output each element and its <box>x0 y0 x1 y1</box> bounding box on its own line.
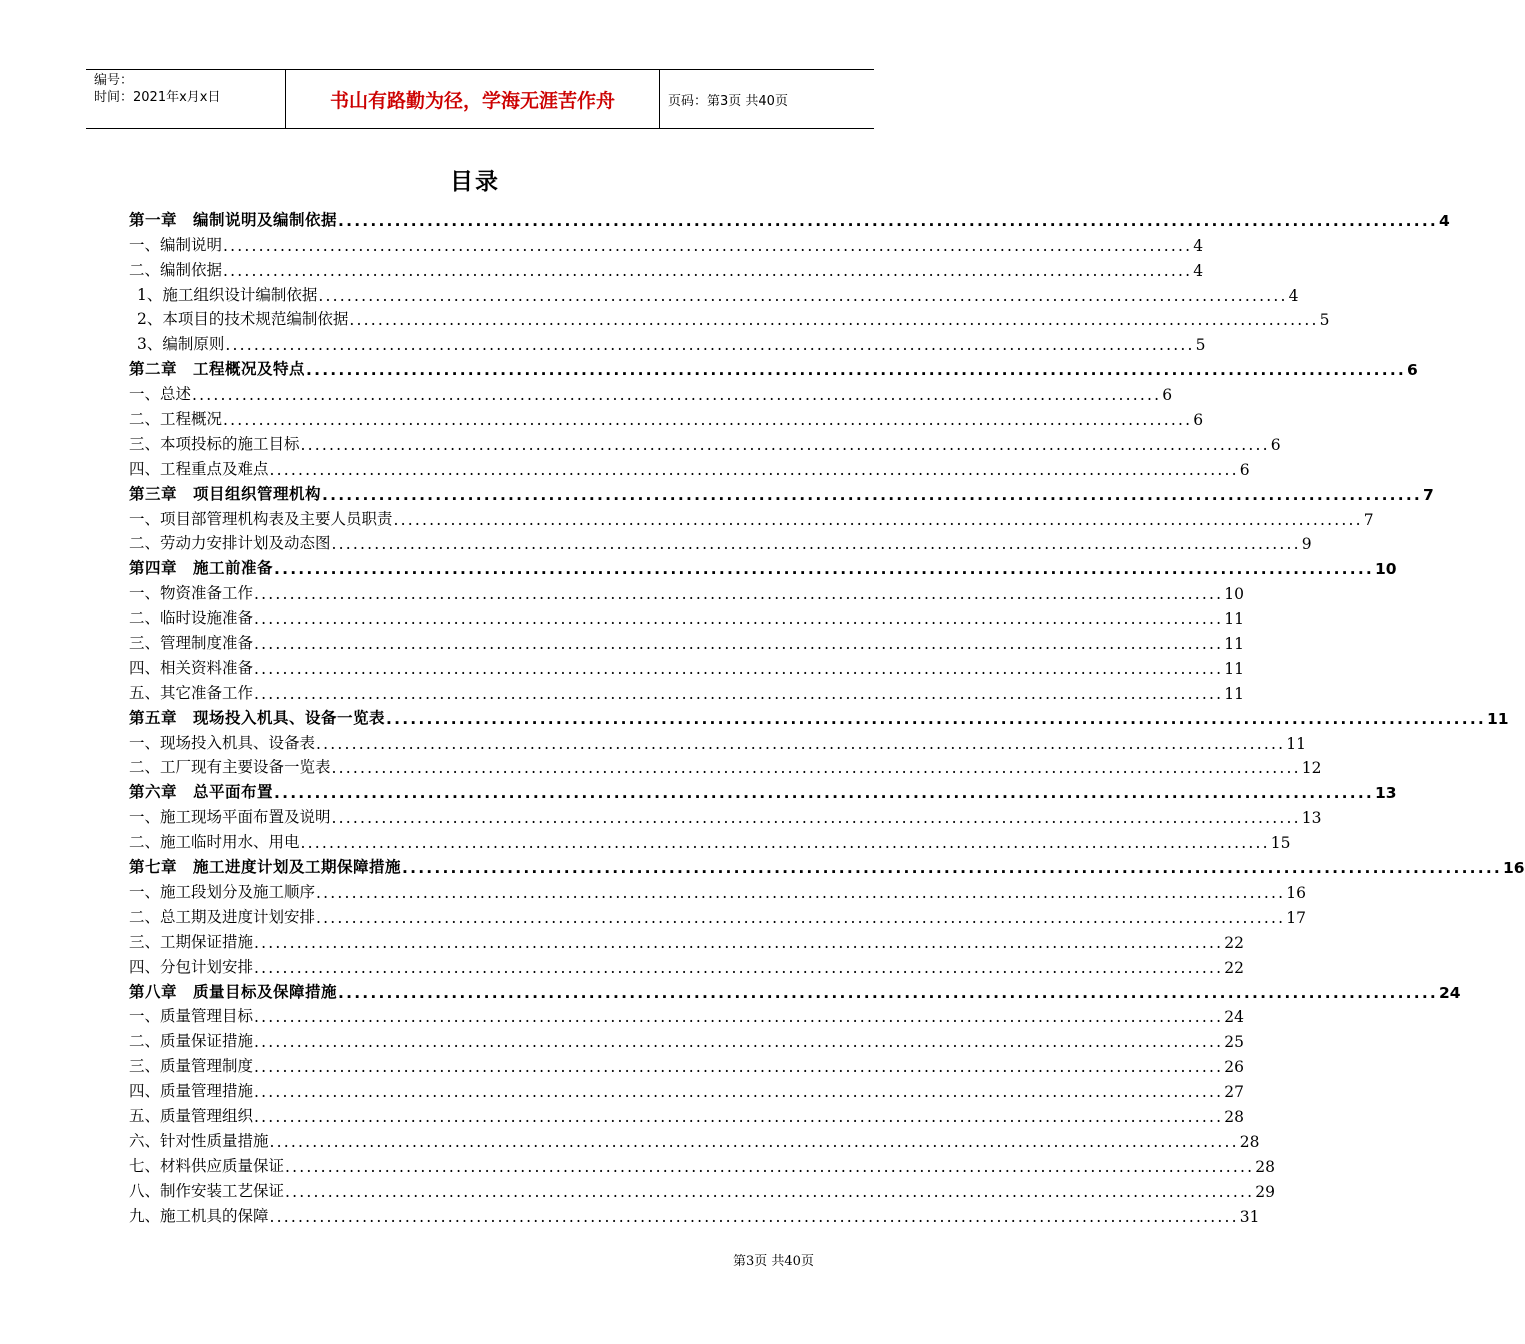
toc-entry[interactable] <box>129 728 1307 753</box>
toc-entry-title: 第二章 工程概况及特点 <box>129 360 306 379</box>
toc-leader-dots: ........................................................................................................................................ <box>192 386 1162 405</box>
toc-entry[interactable] <box>129 1201 1260 1226</box>
toc-entry-page: 6 <box>1407 361 1418 380</box>
toc-leader-dots: ........................................................................................................................................ <box>269 460 1239 479</box>
toc-leader-dots: ........................................................................................................................................ <box>331 535 1301 554</box>
toc-entry-page: 28 <box>1255 1157 1276 1176</box>
header-motto: 书山有路勤为径，学海无涯苦作舟 <box>329 89 615 112</box>
toc-entry[interactable] <box>129 305 1330 330</box>
toc-entry-page: 4 <box>1439 211 1450 230</box>
toc-leader-dots: ........................................................................................................................................ <box>225 336 1195 355</box>
toc-entry-page: 31 <box>1239 1207 1260 1226</box>
toc-leader-dots: ........................................................................................................................................ <box>254 585 1224 604</box>
header-page-info: 页码：第3页 共40页 <box>668 93 788 109</box>
toc-entry[interactable] <box>129 230 1204 255</box>
toc-entry-page: 5 <box>1195 336 1206 355</box>
toc-entry[interactable] <box>129 578 1245 604</box>
toc-leader-dots: ........................................................................................................................................ <box>254 933 1224 952</box>
toc-entry[interactable] <box>129 255 1204 280</box>
page-footer: 第3页 共40页 <box>733 1254 814 1269</box>
toc-leader-dots: ........................................................................................................................................ <box>254 635 1224 654</box>
header-meta <box>94 70 290 128</box>
toc-entry[interactable] <box>129 1026 1245 1052</box>
toc-entry[interactable] <box>129 852 1525 878</box>
serial-label: 编号： <box>94 73 134 88</box>
toc-entry[interactable] <box>129 529 1312 554</box>
toc-entry[interactable] <box>129 205 1450 230</box>
toc-entry-title: 一、项目部管理机构表及主要人员职责 <box>129 509 393 528</box>
toc-entry-page: 5 <box>1319 311 1330 330</box>
toc-entry-page: 13 <box>1301 809 1322 828</box>
page-title: 目录 <box>450 169 500 195</box>
toc-entry-title: 二、临时设施准备 <box>129 609 254 628</box>
toc-entry-title: 七、材料供应质量保证 <box>129 1156 285 1175</box>
toc-entry[interactable] <box>129 1126 1260 1151</box>
toc-entry[interactable] <box>129 379 1173 405</box>
toc-entry[interactable] <box>129 280 1299 305</box>
toc-entry-page: 10 <box>1375 560 1397 579</box>
toc-leader-dots: ........................................................................................................................................ <box>254 610 1224 629</box>
toc-entry[interactable] <box>129 479 1434 504</box>
toc-leader-dots: ........................................................................................................................................ <box>223 236 1193 255</box>
toc-entry[interactable] <box>129 678 1245 703</box>
toc-entry-page: 13 <box>1375 784 1397 803</box>
toc-entry-page: 7 <box>1363 510 1374 529</box>
toc-leader-dots: ........................................................................................................................................ <box>338 983 1439 1002</box>
toc-entry[interactable] <box>129 777 1397 803</box>
page-header <box>86 69 874 129</box>
toc-leader-dots: ........................................................................................................................................ <box>393 510 1363 529</box>
toc-leader-dots: ........................................................................................................................................ <box>300 435 1270 454</box>
toc-entry-page: 4 <box>1193 261 1204 280</box>
toc-leader-dots: ........................................................................................................................................ <box>269 1132 1239 1151</box>
toc-entry-page: 16 <box>1286 883 1307 902</box>
toc-leader-dots: ........................................................................................................................................ <box>306 361 1407 380</box>
toc-entry-page: 28 <box>1239 1132 1260 1151</box>
toc-leader-dots: ........................................................................................................................................ <box>254 1033 1224 1052</box>
toc-entry-title: 八、制作安装工艺保证 <box>129 1181 285 1200</box>
toc-entry[interactable] <box>129 877 1307 902</box>
toc-entry-title: 二、编制依据 <box>129 260 223 279</box>
toc-leader-dots: ........................................................................................................................................ <box>349 311 1319 330</box>
toc-entry-page: 29 <box>1255 1182 1276 1201</box>
toc-entry-title: 一、总述 <box>129 385 192 404</box>
toc-leader-dots: ........................................................................................................................................ <box>331 759 1301 778</box>
toc-entry-page: 27 <box>1224 1083 1245 1102</box>
toc-entry-page: 17 <box>1286 908 1307 927</box>
toc-entry[interactable] <box>129 977 1461 1002</box>
toc-leader-dots: ........................................................................................................................................ <box>318 286 1288 305</box>
toc-leader-dots: ........................................................................................................................................ <box>322 485 1423 504</box>
toc-entry[interactable] <box>129 827 1291 853</box>
toc-leader-dots: ........................................................................................................................................ <box>300 834 1270 853</box>
toc-entry[interactable] <box>129 927 1245 952</box>
toc-entry-title: 四、分包计划安排 <box>129 957 254 976</box>
toc-leader-dots: ........................................................................................................................................ <box>269 1207 1239 1226</box>
toc-entry-title: 第七章 施工进度计划及工期保障措施 <box>129 858 402 877</box>
toc-entry-page: 11 <box>1487 709 1509 728</box>
toc-entry-title: 三、管理制度准备 <box>129 634 254 653</box>
toc-entry-page: 6 <box>1193 411 1204 430</box>
toc-leader-dots: ........................................................................................................................................ <box>223 411 1193 430</box>
toc-entry-title: 第五章 现场投入机具、设备一览表 <box>129 708 386 727</box>
toc-entry-title: 四、工程重点及难点 <box>129 459 269 478</box>
toc-leader-dots: ........................................................................................................................................ <box>274 784 1375 803</box>
date-label: 时间：2021年x月x日 <box>94 90 221 105</box>
toc-leader-dots: ........................................................................................................................................ <box>331 809 1301 828</box>
toc-leader-dots: ........................................................................................................................................ <box>402 859 1503 878</box>
toc-entry-page: 11 <box>1224 610 1245 629</box>
toc-entry-page: 22 <box>1224 958 1245 977</box>
toc-entry-title: 第八章 质量目标及保障措施 <box>129 982 338 1001</box>
toc-entry[interactable] <box>129 952 1245 977</box>
toc-entry[interactable] <box>129 703 1509 728</box>
toc-entry-page: 11 <box>1224 659 1245 678</box>
toc-entry-page: 22 <box>1224 933 1245 952</box>
toc-entry[interactable] <box>129 1101 1245 1126</box>
toc-entry-page: 6 <box>1239 460 1250 479</box>
toc-entry-title: 第四章 施工前准备 <box>129 559 274 578</box>
toc-entry-title: 一、质量管理目标 <box>129 1007 254 1026</box>
toc-leader-dots: ........................................................................................................................................ <box>254 958 1224 977</box>
toc-entry-title: 二、劳动力安排计划及动态图 <box>129 534 331 553</box>
toc-entry[interactable] <box>129 504 1374 529</box>
toc-entry-page: 6 <box>1270 435 1281 454</box>
toc-entry-title: 二、工程概况 <box>129 410 223 429</box>
toc-entry[interactable] <box>129 553 1397 579</box>
toc-leader-dots: ........................................................................................................................................ <box>338 211 1439 230</box>
toc-leader-dots: ........................................................................................................................................ <box>254 1008 1224 1027</box>
toc-entry-title: 一、施工现场平面布置及说明 <box>129 808 331 827</box>
toc-entry-title: 五、其它准备工作 <box>129 683 254 702</box>
toc-entry-title: 3、编制原则 <box>137 335 225 354</box>
toc-entry-title: 四、质量管理措施 <box>129 1082 254 1101</box>
toc-leader-dots: ........................................................................................................................................ <box>254 1083 1224 1102</box>
toc-entry-page: 16 <box>1503 859 1525 878</box>
toc-entry-title: 一、现场投入机具、设备表 <box>129 733 316 752</box>
toc-entry[interactable] <box>129 429 1281 454</box>
toc-entry-page: 12 <box>1301 759 1322 778</box>
toc-leader-dots: ........................................................................................................................................ <box>254 684 1224 703</box>
toc-entry-page: 26 <box>1224 1058 1245 1077</box>
toc-leader-dots: ........................................................................................................................................ <box>285 1182 1255 1201</box>
toc-entry-title: 四、相关资料准备 <box>129 658 254 677</box>
toc-entry-title: 六、针对性质量措施 <box>129 1131 269 1150</box>
toc-entry[interactable] <box>129 1002 1245 1027</box>
toc-leader-dots: ........................................................................................................................................ <box>386 709 1487 728</box>
toc-entry-title: 三、本项投标的施工目标 <box>129 434 300 453</box>
toc-entry[interactable] <box>129 1176 1276 1201</box>
toc-entry-title: 二、总工期及进度计划安排 <box>129 907 316 926</box>
toc-entry[interactable] <box>129 902 1307 927</box>
toc-entry-title: 九、施工机具的保障 <box>129 1206 269 1225</box>
toc-entry[interactable] <box>129 354 1418 380</box>
toc-entry-page: 28 <box>1224 1107 1245 1126</box>
toc-leader-dots: ........................................................................................................................................ <box>254 1107 1224 1126</box>
toc-entry-page: 10 <box>1224 585 1245 604</box>
toc-entry[interactable] <box>129 1076 1245 1102</box>
toc-leader-dots: ........................................................................................................................................ <box>254 659 1224 678</box>
toc-entry-title: 第一章 编制说明及编制依据 <box>129 210 338 229</box>
toc-entry[interactable] <box>129 802 1322 828</box>
toc-entry-page: 6 <box>1162 386 1173 405</box>
toc-leader-dots: ........................................................................................................................................ <box>316 883 1286 902</box>
toc-entry-title: 一、物资准备工作 <box>129 584 254 603</box>
header-divider <box>659 70 660 128</box>
toc-entry-title: 二、质量保证措施 <box>129 1032 254 1051</box>
toc-entry[interactable] <box>129 753 1322 778</box>
toc-entry-title: 五、质量管理组织 <box>129 1106 254 1125</box>
toc-entry-title: 三、工期保证措施 <box>129 932 254 951</box>
toc-leader-dots: ........................................................................................................................................ <box>274 560 1375 579</box>
toc-leader-dots: ........................................................................................................................................ <box>223 261 1193 280</box>
toc-entry[interactable] <box>129 1151 1276 1176</box>
toc-leader-dots: ........................................................................................................................................ <box>316 734 1286 753</box>
toc-entry-title: 二、施工临时用水、用电 <box>129 833 300 852</box>
toc-entry[interactable] <box>129 628 1245 654</box>
table-of-contents <box>129 205 1525 1226</box>
toc-leader-dots: ........................................................................................................................................ <box>254 1058 1224 1077</box>
toc-entry-title: 一、编制说明 <box>129 235 223 254</box>
toc-entry-page: 15 <box>1270 834 1291 853</box>
toc-entry-title: 2、本项目的技术规范编制依据 <box>137 310 349 329</box>
toc-entry-page: 11 <box>1286 734 1307 753</box>
toc-entry-page: 25 <box>1224 1033 1245 1052</box>
toc-entry-page: 11 <box>1224 684 1245 703</box>
toc-entry-title: 三、质量管理制度 <box>129 1057 254 1076</box>
toc-entry[interactable] <box>129 653 1245 678</box>
toc-entry-page: 9 <box>1301 535 1312 554</box>
toc-leader-dots: ........................................................................................................................................ <box>285 1157 1255 1176</box>
toc-entry-page: 4 <box>1193 236 1204 255</box>
toc-entry-page: 7 <box>1423 485 1434 504</box>
toc-entry[interactable] <box>129 329 1206 355</box>
toc-entry-title: 第六章 总平面布置 <box>129 783 274 802</box>
toc-entry[interactable] <box>129 454 1250 479</box>
toc-entry-title: 二、工厂现有主要设备一览表 <box>129 758 331 777</box>
toc-entry-page: 24 <box>1224 1008 1245 1027</box>
toc-entry-title: 一、施工段划分及施工顺序 <box>129 882 316 901</box>
toc-entry[interactable] <box>129 603 1245 629</box>
toc-entry-title: 第三章 项目组织管理机构 <box>129 484 322 503</box>
toc-entry[interactable] <box>129 1051 1245 1077</box>
toc-leader-dots: ........................................................................................................................................ <box>316 908 1286 927</box>
toc-entry[interactable] <box>129 404 1204 430</box>
toc-entry-title: 1、施工组织设计编制依据 <box>137 285 318 304</box>
toc-entry-page: 11 <box>1224 635 1245 654</box>
toc-entry-page: 24 <box>1439 983 1461 1002</box>
toc-entry-page: 4 <box>1288 286 1299 305</box>
